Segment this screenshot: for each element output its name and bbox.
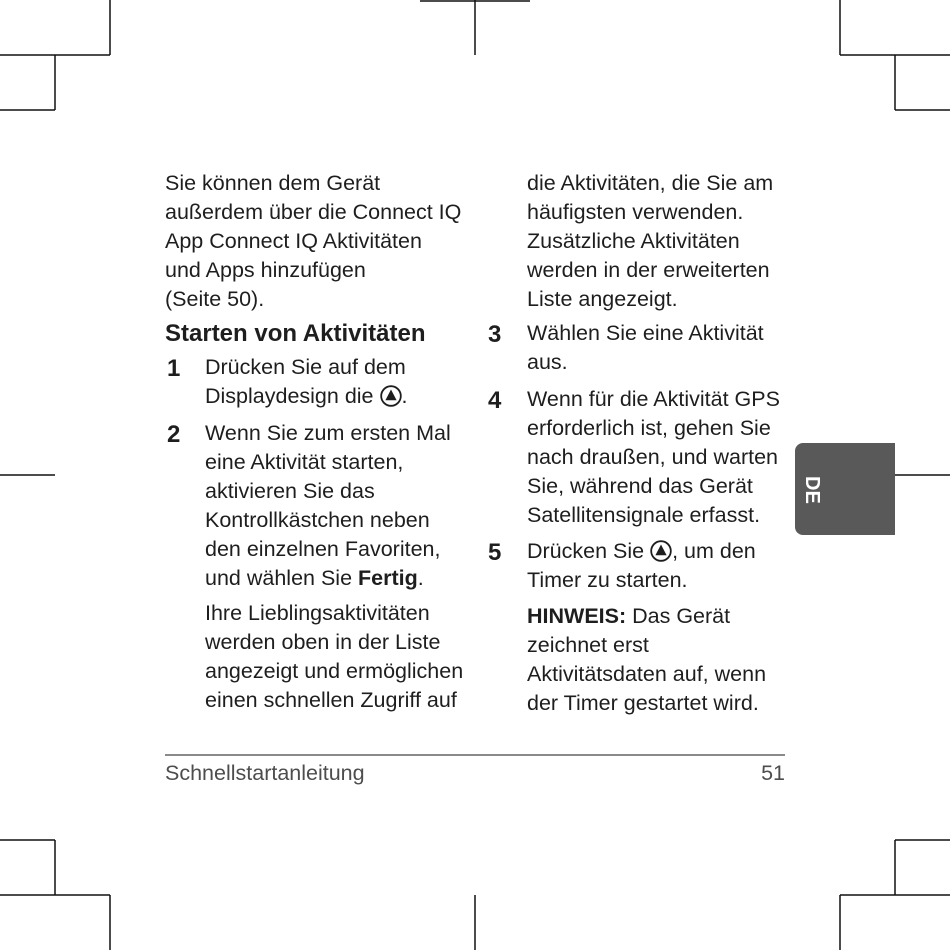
text-line: den einzelnen Favoriten, (205, 536, 441, 561)
text-line: Liste angezeigt. (527, 286, 678, 311)
footer-title: Schnellstartanleitung (165, 760, 365, 785)
footer-rule (165, 754, 785, 756)
text-line: nach draußen, und warten (527, 444, 778, 469)
text-line: aktivieren Sie das (205, 478, 375, 503)
text-line: Satellitensignale erfasst. (527, 502, 761, 527)
text-segment: Displaydesign die (205, 383, 380, 408)
step-number: 1 (167, 354, 181, 382)
text-segment: und wählen Sie (205, 565, 358, 590)
step-result-paragraph (205, 599, 475, 715)
bold-term: Fertig (358, 565, 418, 590)
up-button-icon-graphic (650, 540, 672, 562)
text-line: Timer zu starten. (527, 567, 688, 592)
text-line: Sie, während das Gerät (527, 473, 753, 498)
text-line: werden in der erweiterten (527, 257, 770, 282)
up-button-icon-graphic (380, 385, 402, 407)
text-line: Sie können dem Gerät (165, 170, 381, 195)
text-line (205, 564, 475, 593)
text-line: Wählen Sie eine Aktivität (527, 320, 764, 345)
note-paragraph (527, 602, 785, 718)
text-line: und Apps hinzufügen (165, 257, 366, 282)
left-column (165, 169, 475, 715)
step-3 (488, 319, 785, 377)
step-4 (488, 385, 785, 530)
text-line: erforderlich ist, gehen Sie (527, 415, 771, 440)
section-heading: Starten von Aktivitäten (165, 319, 426, 347)
text-line: aus. (527, 349, 568, 374)
step-number: 5 (488, 538, 502, 566)
crop-mark-top-right (840, 0, 950, 110)
right-column (488, 169, 785, 718)
text-line: App Connect IQ Aktivitäten (165, 228, 422, 253)
page-number: 51 (761, 760, 785, 785)
step-5 (488, 537, 785, 718)
text-line: Zusätzliche Aktivitäten (527, 228, 740, 253)
text-line: außerdem über die Connect IQ (165, 199, 462, 224)
step-number: 3 (488, 320, 502, 348)
text-line: der Timer gestartet wird. (527, 690, 759, 715)
crop-mark-bottom-right (840, 840, 950, 950)
up-button-icon (650, 540, 672, 562)
text-line: die Aktivitäten, die Sie am (527, 170, 774, 195)
text-line: Kontrollkästchen neben (205, 507, 430, 532)
intro-paragraph (165, 169, 475, 314)
step-1 (165, 353, 475, 411)
text-line (205, 382, 475, 411)
crop-mark-bottom-left (0, 840, 110, 950)
text-segment: . (417, 565, 424, 590)
text-line: Ihre Lieblingsaktivitäten (205, 600, 430, 625)
text-line (527, 602, 785, 631)
text-line: zeichnet erst (527, 632, 649, 657)
text-segment: Das Gerät (626, 603, 731, 628)
step-number: 2 (167, 420, 181, 448)
up-button-icon (380, 385, 402, 407)
language-tab-label: DE (801, 476, 823, 504)
text-line: Drücken Sie auf dem (205, 354, 406, 379)
language-tab (795, 443, 895, 535)
text-line: einen schnellen Zugriff auf (205, 687, 457, 712)
text-line: werden oben in der Liste (205, 629, 441, 654)
text-line: häufigsten verwenden. (527, 199, 744, 224)
text-line: angezeigt und ermöglichen (205, 658, 464, 683)
text-line: Aktivitätsdaten auf, wenn (527, 661, 767, 686)
text-line: Wenn für die Aktivität GPS (527, 386, 780, 411)
crop-mark-top-left (0, 0, 110, 110)
crop-mark-top-center (420, 0, 530, 55)
text-segment: . (401, 383, 408, 408)
text-line: (Seite 50). (165, 286, 265, 311)
step-number: 4 (488, 386, 502, 414)
text-line: Wenn Sie zum ersten Mal (205, 420, 451, 445)
note-label: HINWEIS: (527, 603, 627, 628)
step-2 (165, 419, 475, 715)
text-segment: , um den (672, 538, 756, 563)
continued-paragraph (527, 169, 785, 314)
text-line: eine Aktivität starten, (205, 449, 404, 474)
text-line (527, 537, 785, 566)
text-segment: Drücken Sie (527, 538, 651, 563)
